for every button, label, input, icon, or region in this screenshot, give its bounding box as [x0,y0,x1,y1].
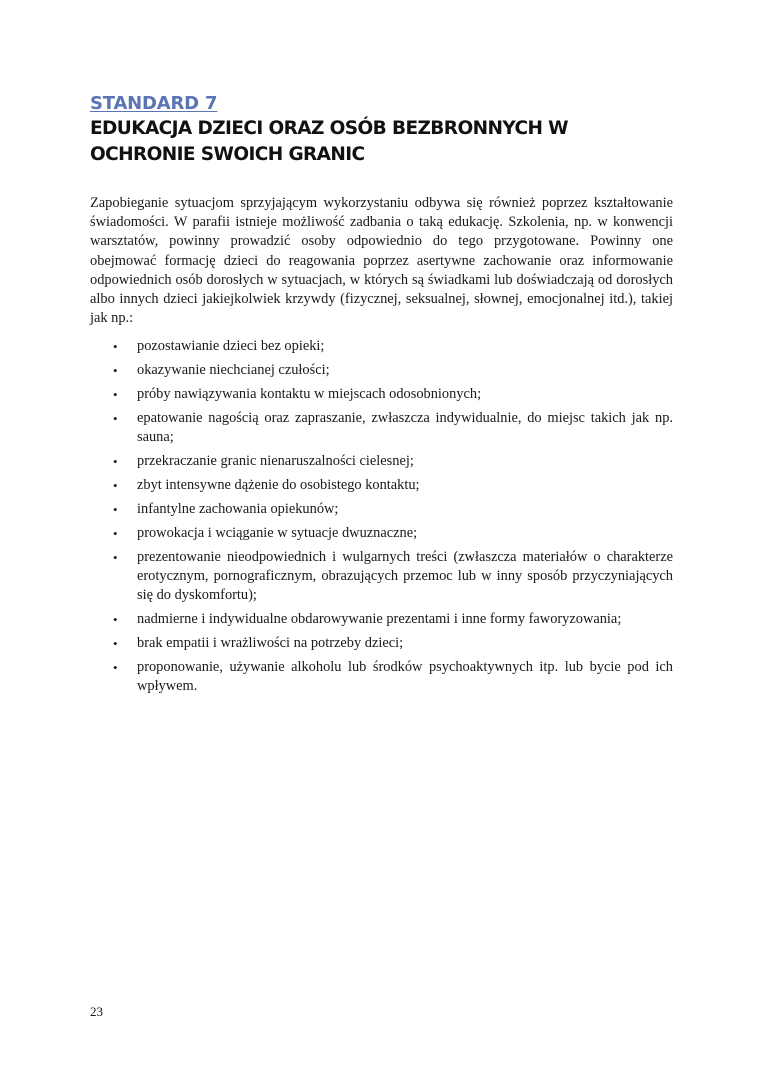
bullet-icon: • [113,550,118,566]
list-item [90,658,673,696]
list-item [90,548,673,605]
standard-label: STANDARD 7 [90,93,218,114]
list-item [90,610,673,629]
list-item [90,524,673,543]
list-item-text: prezentowanie nieodpowiednich i wulgarnych treści (zwłaszcza materiałów o charakterze erotycznym, pornograficznym, obrazujących przemoc lub w inny sposób przyczyniających się do dyskomfortu); [137,549,673,604]
section-title: EDUKACJA DZIECI ORAZ OSÓB BEZBRONNYCH W OCHRONIE SWOICH GRANIC [90,118,568,165]
bullet-icon: • [113,636,118,652]
bullet-icon: • [113,612,118,628]
list-item [90,452,673,471]
list-item-text: okazywanie niechcianej czułości; [137,362,330,379]
bullet-icon: • [113,660,118,676]
bullet-icon: • [113,454,118,470]
document-page [90,92,673,701]
list-item-text: nadmierne i indywidualne obdarowywanie prezentami i inne formy faworyzowania; [137,611,622,628]
list-item-text: pozostawianie dzieci bez opieki; [137,338,325,355]
bullet-list [90,337,673,696]
list-item-text: próby nawiązywania kontaktu w miejscach odosobnionych; [137,386,482,403]
bullet-icon: • [113,526,118,542]
bullet-icon: • [113,363,118,379]
list-item [90,500,673,519]
list-item-text: przekraczanie granic nienaruszalności cielesnej; [137,453,414,470]
bullet-icon: • [113,387,118,403]
bullet-icon: • [113,411,118,427]
list-item [90,337,673,356]
list-item-text: zbyt intensywne dążenie do osobistego kontaktu; [137,477,420,494]
list-item-text: infantylne zachowania opiekunów; [137,501,339,518]
page-number: 23 [90,1004,103,1019]
list-item [90,409,673,447]
bullet-icon: • [113,478,118,494]
list-item-text: proponowanie, używanie alkoholu lub środków psychoaktywnych itp. lub bycie pod ich wpływem. [137,659,673,695]
list-item-text: brak empatii i wrażliwości na potrzeby dzieci; [137,635,404,652]
bullet-icon: • [113,502,118,518]
list-item-text: epatowanie nagością oraz zapraszanie, zwłaszcza indywidualnie, do miejsc takich jak np. sauna; [137,410,673,446]
list-item [90,634,673,653]
intro-paragraph: Zapobieganie sytuacjom sprzyjającym wykorzystaniu odbywa się również poprzez kształtowanie świadomości. W parafii istnieje możliwość zadbania o taką edukację. Szkolenia, np. w konwencji warsztatów, powinny prowadzić osoby odpowiednio do tego przygotowane. Powinny one obejmować formację dzieci do reagowania poprzez asertywne zachowanie oraz informowanie odpowiednich osób dorosłych w sytuacjach, w których są świadkami lub doświadczają od dorosłych albo innych dzieci jakiejkolwiek krzywdy (fizycznej, seksualnej, słownej, emocjonalnej itd.), takiej jak np.: [90,195,673,327]
list-item [90,385,673,404]
list-item [90,361,673,380]
list-item-text: prowokacja i wciąganie w sytuacje dwuznaczne; [137,525,418,542]
bullet-icon: • [113,339,118,355]
list-item [90,476,673,495]
